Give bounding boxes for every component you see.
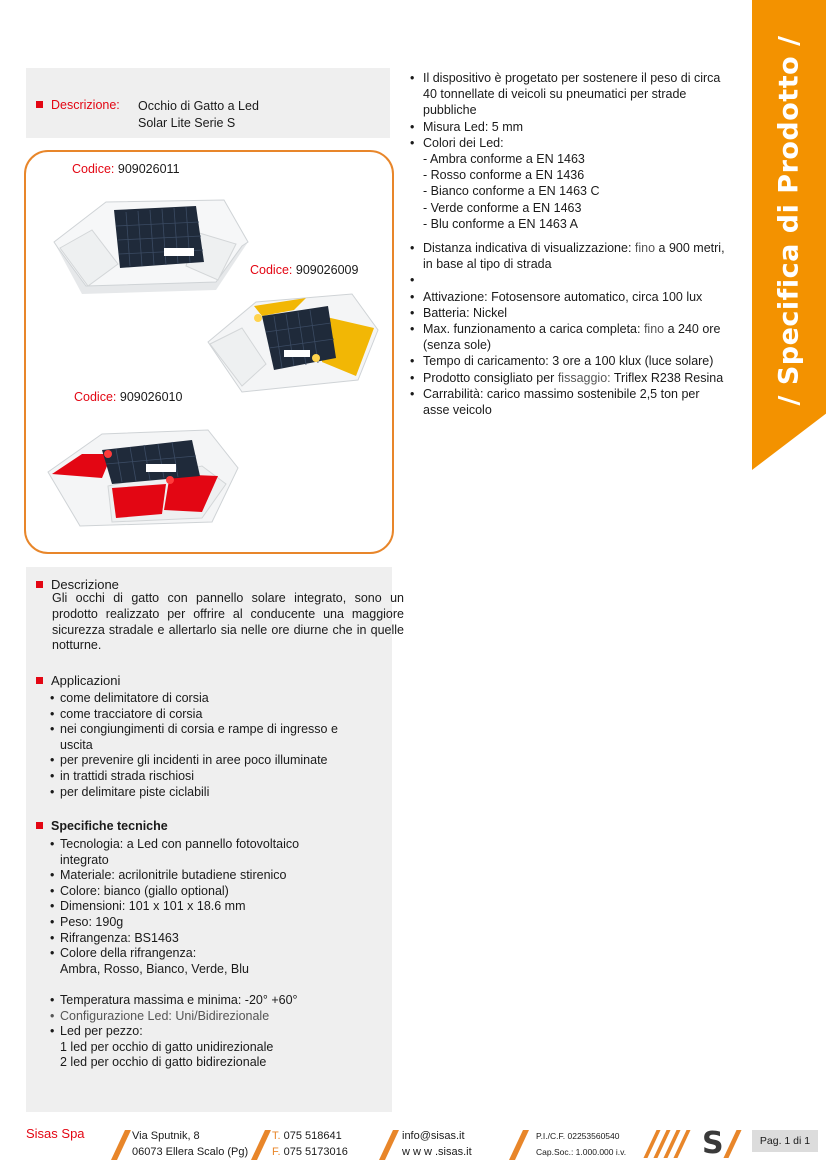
- product-code-1: Codice: 909026011: [72, 162, 180, 176]
- bullet-square-icon: [36, 677, 43, 684]
- footer-contacts: [402, 1128, 472, 1160]
- list-item: • Misura Led: 5 mm: [408, 119, 726, 135]
- footer-divider: [509, 1130, 529, 1160]
- list-item: • per delimitare piste ciclabili: [50, 785, 400, 801]
- list-item: • Colore della rifrangenza: Ambra, Rosso, Bianco, Verde, Blu: [50, 946, 350, 977]
- list-item: • Peso: 190g: [50, 915, 350, 931]
- page-title: / Specifica di Prodotto /: [773, 35, 805, 405]
- list-item: • Prodotto consigliato per fissaggio: Triflex R238 Resina: [408, 370, 726, 386]
- details-box: [26, 567, 404, 1112]
- list-item: • Max. funzionamento a carica completa: fino a 240 ore (senza sole): [408, 321, 726, 353]
- footer-divider: [251, 1130, 271, 1160]
- product-image-frame: [24, 150, 394, 554]
- header-description-box: [26, 68, 390, 138]
- footer: [0, 1120, 826, 1169]
- website-link[interactable]: w w w .sisas.it: [402, 1146, 472, 1158]
- led-per-pezzo-1: 1 led per occhio di gatto unidirezionale: [60, 1039, 274, 1054]
- led-color-item: - Ambra conforme a EN 1463: [423, 152, 585, 167]
- descrizione-text: Gli occhi di gatto con pannello solare integrato, sono un prodotto realizzato per offrire al conducente una maggiore sicurezza stradale e allertarlo sia nelle ore diurne che in quelle notturne.: [52, 591, 404, 653]
- list-item: • Distanza indicativa di visualizzazione: fino a 900 metri, in base al tipo di strada: [408, 240, 726, 272]
- footer-address: Via Sputnik, 8 06073 Ellera Scalo (Pg): [132, 1130, 249, 1158]
- features-list: [408, 70, 726, 418]
- list-item: • Il dispositivo è progetato per sostenere il peso di circa 40 tonnellate di veicoli su pneumatici per strade pubbliche: [408, 70, 726, 119]
- footer-legal: P.I./C.F. 02253560540 Cap.Soc.: 1.000.000 i.v.: [536, 1131, 627, 1157]
- header-value: Occhio di Gatto a Led Solar Lite Serie S: [138, 99, 259, 130]
- list-item: • Rifrangenza: BS1463: [50, 931, 350, 947]
- list-item: • Dimensioni: 101 x 101 x 18.6 mm: [50, 899, 350, 915]
- title-banner-text: [752, 0, 826, 440]
- list-item: • Materiale: acrilonitrile butadiene stirenico: [50, 868, 350, 884]
- led-color-item: - Blu conforme a EN 1463 A: [423, 216, 578, 231]
- bullet-square-icon: [36, 822, 43, 829]
- list-item: • Attivazione: Fotosensore automatico, circa 100 lux: [408, 289, 703, 305]
- bullet-square-icon: [36, 581, 43, 588]
- bullet-square-icon: [36, 101, 43, 108]
- footer-divider: [111, 1130, 131, 1160]
- list-item: • Batteria: Nickel: [408, 305, 726, 321]
- rifrangenza-colors: Ambra, Rosso, Bianco, Verde, Blu: [60, 961, 249, 976]
- company-name: Sisas Spa: [26, 1126, 85, 1141]
- list-item: • in trattidi strada rischiosi: [50, 769, 400, 785]
- list-item-empty: [408, 272, 726, 288]
- list-item: • Carrabilità: carico massimo sostenibile 2,5 ton per asse veicolo: [408, 386, 726, 418]
- cats-eye-yellow-image: [202, 280, 382, 400]
- list-item: • Colore: bianco (giallo optional): [50, 884, 350, 900]
- footer-phones: T. 075 518641 F. 075 5173016: [272, 1130, 348, 1158]
- list-item: • come delimitatore di corsia: [50, 691, 400, 707]
- header-label: Descrizione:: [36, 98, 120, 112]
- list-item: • per prevenire gli incidenti in aree poco illuminate: [50, 753, 400, 769]
- cats-eye-red-image: [42, 414, 242, 534]
- list-item: • Configurazione Led: Uni/Bidirezionale: [50, 1009, 380, 1025]
- list-item: • Tecnologia: a Led con pannello fotovoltaico integrato: [50, 837, 330, 868]
- list-item: • Led per pezzo: 1 led per occhio di gatto unidirezionale 2 led per occhio di gatto bidirezionale: [50, 1024, 380, 1071]
- led-color-item: - Rosso conforme a EN 1436: [423, 168, 585, 183]
- page-number: Pag. 1 di 1: [752, 1130, 818, 1152]
- email-link[interactable]: info@sisas.it: [402, 1130, 465, 1142]
- list-item: • Temperatura massima e minima: -20° +60°: [50, 993, 380, 1009]
- list-item: • come tracciatore di corsia: [50, 707, 400, 723]
- led-per-pezzo-2: 2 led per occhio di gatto bidirezionale: [60, 1055, 267, 1070]
- specifiche-title: Specifiche tecniche: [36, 819, 168, 833]
- applicazioni-title: Applicazioni: [36, 673, 120, 688]
- product-code-2: Codice: 909026009: [250, 263, 359, 277]
- list-item: • Colori dei Led: - Ambra conforme a EN 1463 - Rosso conforme a EN 1436 - Bianco conforme a EN 1463 C - Verde conforme a EN 1463 - Blu conforme a EN 1463 A: [408, 135, 726, 232]
- led-color-item: - Verde conforme a EN 1463: [423, 200, 582, 215]
- applicazioni-list: [50, 691, 400, 800]
- led-color-item: - Bianco conforme a EN 1463 C: [423, 184, 600, 199]
- footer-divider: [379, 1130, 399, 1160]
- logo-letter: S: [702, 1126, 724, 1161]
- product-code-3: Codice: 909026010: [74, 390, 183, 404]
- descrizione-title: Descrizione: [36, 577, 119, 592]
- specifiche-list: [50, 837, 350, 977]
- list-item: • nei congiungimenti di corsia e rampe di ingresso e uscita: [50, 722, 360, 753]
- list-item: • Tempo di caricamento: 3 ore a 100 klux (luce solare): [408, 353, 726, 369]
- specifiche-list-2: [50, 993, 380, 1071]
